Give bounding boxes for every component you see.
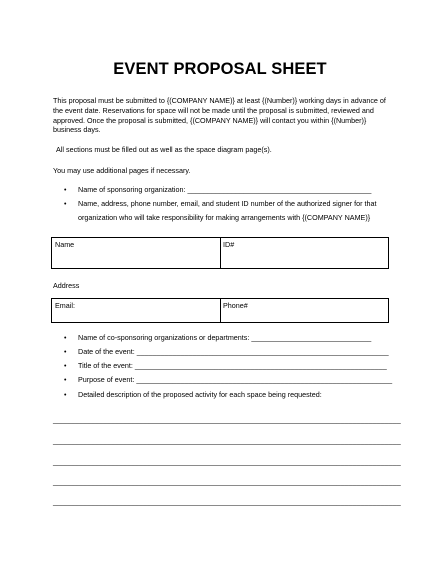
sections-note: All sections must be filled out as well as the space diagram page(s). xyxy=(56,145,272,154)
phone-label: Phone# xyxy=(223,301,248,310)
intro-line-1: This proposal must be submitted to {(COMPANY NAME)} at least {(Number)} working days in advance of xyxy=(53,96,386,105)
name-label: Name xyxy=(55,240,75,249)
description-line[interactable]: _______________________________________________________________________________________ xyxy=(53,497,401,506)
bullet-icon: • xyxy=(64,201,67,208)
intro-line-3: approved. Once the proposal is submitted, {(COMPANY NAME)} will contact you within {(Number)} xyxy=(53,115,367,125)
additional-pages-note: You may use additional pages if necessary. xyxy=(53,166,191,175)
bullet-authorized-signer xyxy=(64,199,376,210)
id-label: ID# xyxy=(223,240,235,249)
sponsoring-org-field[interactable]: Name of sponsoring organization: ______________________________________________ xyxy=(78,185,372,194)
email-label: Email: xyxy=(55,301,75,310)
description-line[interactable]: _______________________________________________________________________________________ xyxy=(53,477,401,486)
bullet-icon: • xyxy=(64,377,67,384)
activity-description-label: Detailed description of the proposed activity for each space being requested: xyxy=(78,390,322,399)
intro-line-4: business days. xyxy=(53,125,101,135)
page-title: EVENT PROPOSAL SHEET xyxy=(113,60,327,78)
email-phone-box xyxy=(51,298,389,323)
bullet-event-purpose xyxy=(64,375,392,386)
event-purpose-field[interactable]: Purpose of event: ________________________________________________________________ xyxy=(78,375,393,384)
bullet-event-date xyxy=(64,347,389,358)
address-label: Address xyxy=(53,281,80,290)
bullet-icon: • xyxy=(64,392,67,399)
signer-text-line-2: organization who will take responsibility for making arrangements with {(COMPANY NAME)} xyxy=(78,213,371,222)
bullet-event-title xyxy=(64,361,387,372)
intro-paragraph xyxy=(53,96,393,135)
event-date-field[interactable]: Date of the event: _______________________________________________________________ xyxy=(78,347,389,356)
description-line[interactable]: _______________________________________________________________________________________ xyxy=(53,415,401,424)
bullet-co-sponsoring xyxy=(64,333,371,344)
bullet-sponsoring-org xyxy=(64,185,371,196)
bullet-icon: • xyxy=(64,349,67,356)
bullet-icon: • xyxy=(64,335,67,342)
signer-text-line-1: Name, address, phone number, email, and student ID number of the authorized signer for that xyxy=(78,199,377,208)
event-title-field[interactable]: Title of the event: _______________________________________________________________ xyxy=(78,361,387,370)
description-line[interactable]: _______________________________________________________________________________________ xyxy=(53,436,401,445)
email-phone-divider xyxy=(220,299,221,322)
description-line[interactable]: _______________________________________________________________________________________ xyxy=(53,457,401,466)
bullet-activity-description xyxy=(64,390,322,401)
intro-line-2: the event date. Reservations for space will not be made until the proposal is submitted, reviewed and xyxy=(53,105,374,115)
name-id-box xyxy=(51,237,389,269)
bullet-icon: • xyxy=(64,187,67,194)
co-sponsoring-field[interactable]: Name of co-sponsoring organizations or departments: ______________________________ xyxy=(78,333,372,342)
name-id-divider xyxy=(220,238,221,268)
bullet-icon: • xyxy=(64,363,67,370)
